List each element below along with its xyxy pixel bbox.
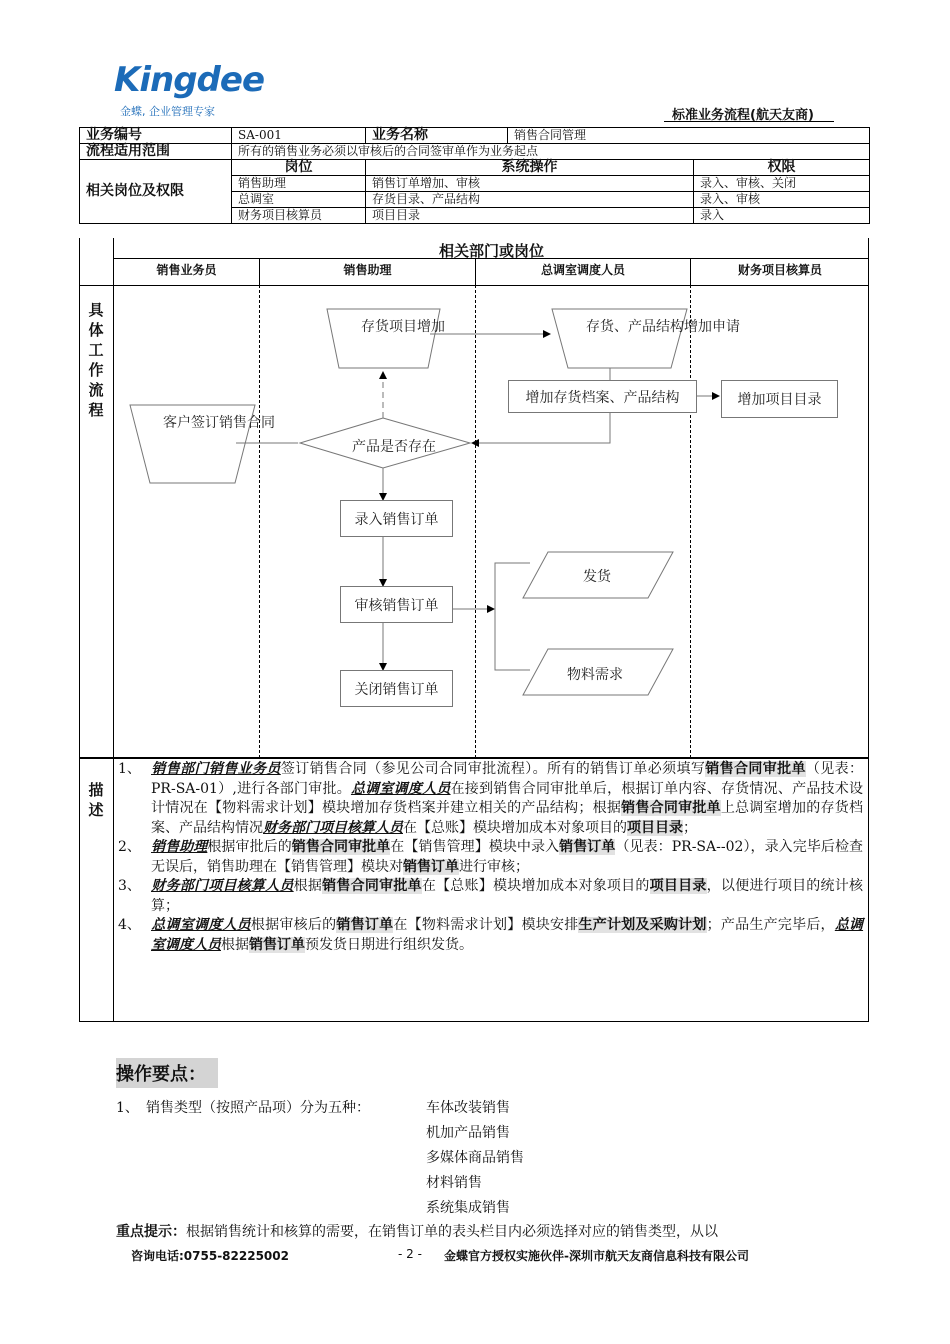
description-text: ； [683,819,697,836]
sales-type-item: 系统集成销售 [426,1200,510,1216]
desc-label-divider [113,758,114,1022]
footer-phone: 咨询电话:0755-82225002 [131,1249,289,1263]
role-operation: 销售订单增加、审核 [366,176,694,192]
description-text: ，以便进行项目的统计核算； [151,878,864,914]
description-text: （见表：PR-SA--02），录入完毕后检查无误后，销售助理在【销售管理】模块对 [151,839,864,875]
output-bracket [495,563,530,670]
name-value: 销售合同管理 [508,128,870,144]
document-type: 标准业务流程(航天友商) [672,108,814,123]
role-term: 销售助理 [151,839,208,855]
description-text: 根据 [221,936,249,953]
description-list [118,760,863,955]
footer-page-number: - 2 - [398,1247,422,1261]
role-term: 总调室调度人员 [350,780,451,797]
description-item [118,877,863,916]
key-document-term: 销售合同审批单 [705,761,806,777]
description-text: 根据审批后的 [207,839,292,855]
description-text: 在【总账】模块增加成本对象项目的 [403,819,627,836]
customer-contract-label: 客户签订销售合同 [163,415,275,431]
logo-subtitle: 金蝶, 企业管理专家 [120,105,215,118]
role-term: 销售部门销售业务员 [151,761,281,777]
code-value: SA-001 [232,128,366,144]
role-position: 销售助理 [232,176,366,192]
product-exists-label: 产品是否存在 [352,439,436,455]
add-project-box: 增加项目目录 [721,380,838,418]
scope-value: 所有的销售业务必须以审核后的合同签审单作为业务起点 [232,144,870,160]
lane-sales-assistant: 销售助理 [343,263,392,277]
description-text: 签订销售合同（参见公司合同审批流程）。所有的销售订单必须填写 [280,761,706,777]
lane-sales-rep: 销售业务员 [156,263,217,277]
description-item [118,760,863,838]
connector-archive-to-decision [472,413,610,443]
role-term: 财务部门项目核算人员 [151,878,294,894]
scope-label: 流程适用范围 [80,144,232,160]
sales-type-list [426,1096,524,1221]
close-order-box: 关闭销售订单 [340,670,453,707]
description-item-number: 2、 [118,839,141,855]
col-operation: 系统操作 [366,160,694,176]
description-text: 上总调室增加的存货档案、产品结构情况 [151,800,864,836]
sales-type-item: 多媒体商品销售 [426,1150,524,1166]
col-position: 岗位 [232,160,366,176]
roles-label: 相关岗位及权限 [80,160,232,224]
sales-type-item: 车体改装销售 [426,1100,510,1116]
role-term: 财务部门项目核算人员 [263,819,403,836]
dept-title: 相关部门或岗位 [438,242,544,260]
lane-dispatcher: 总调室调度人员 [540,263,625,277]
code-label: 业务编号 [80,128,232,144]
key-document-term: 销售合同审批单 [621,800,721,816]
role-term: 总调室调度人员 [151,917,864,953]
description-item-number: 4、 [118,917,141,933]
role-term: 总调室调度人员 [151,917,251,933]
sales-type-item: 机加产品销售 [426,1125,510,1141]
col-permission: 权限 [694,160,870,176]
role-position: 总调室 [232,192,366,208]
description-text: 根据 [293,878,323,894]
role-operation: 存货目录、产品结构 [366,192,694,208]
description-text: 进行审核； [459,858,529,875]
ship-label: 发货 [583,569,611,585]
description-item-number: 1、 [118,761,141,777]
points-item-label: 销售类型（按照产品项）分为五种： [146,1100,370,1116]
description-text: 在【总账】模块增加成本对象项目的 [421,878,650,894]
key-document-term: 销售订单 [403,858,459,875]
key-document-term: 销售订单 [249,936,305,953]
key-tip-text: 根据销售统计和核算的需要，在销售订单的表头栏目内必须选择对应的销售类型，从以 [186,1224,718,1240]
material-demand-label: 物料需求 [567,667,623,683]
description-text: 根据审核后的 [250,917,337,933]
description-text: 在接到销售合同审批单后，根据订单内容、存货情况、产品技术设计情况在【物料需求计划】模块增加存货档案并建立相关的产品结构；根据 [151,780,864,816]
add-archive-box: 增加存货档案、产品结构 [508,380,697,413]
description-item [118,916,863,955]
key-document-term: 销售合同审批单 [322,878,422,894]
description-text: 在【物料需求计划】模块安排 [393,917,579,933]
key-document-term: 销售订单 [336,917,394,933]
points-title: 操作要点： [116,1058,218,1088]
role-permission: 录入、审核、关闭 [694,176,870,192]
add-request-label: 存货、产品结构增加申请 [586,319,740,335]
role-permission: 录入、审核 [694,192,870,208]
name-label: 业务名称 [366,128,508,144]
points-item-num: 1、 [116,1100,139,1116]
key-document-term: 项目目录 [627,819,683,836]
footer-company: 金蝶官方授权实施伙伴-深圳市航天友商信息科技有限公司 [444,1249,749,1263]
description-item [118,838,863,877]
key-document-term: 销售合同审批单 [291,839,391,855]
review-order-box: 审核销售订单 [340,586,453,623]
key-tip-label: 重点提示： [116,1224,186,1240]
enter-order-box: 录入销售订单 [340,500,453,537]
lane-project-accountant: 财务项目核算员 [737,263,822,277]
role-operation: 项目目录 [366,208,694,224]
desc-section-label: 描 述 [88,781,104,819]
description-text: 预发货日期进行组织发货。 [305,936,473,953]
description-text: ；产品生产完毕后， [706,917,835,933]
description-text: （见表：PR-SA-01）,进行各部门审批。 [151,761,864,797]
role-permission: 录入 [694,208,870,224]
key-document-term: 项目目录 [649,878,707,894]
key-document-term: 生产计划及采购计划 [578,917,707,933]
description-item-number: 3、 [118,878,141,894]
inventory-add-label: 存货项目增加 [361,319,445,335]
description-text: 在【销售管理】模块中录入 [390,839,560,855]
flow-section-label: 具 体 工 作 流 程 [88,301,104,419]
kingdee-logo: Kingdee [114,60,265,100]
sales-type-item: 材料销售 [426,1175,482,1191]
key-document-term: 销售订单 [559,839,616,855]
key-tip [116,1220,718,1245]
role-position: 财务项目核算员 [232,208,366,224]
